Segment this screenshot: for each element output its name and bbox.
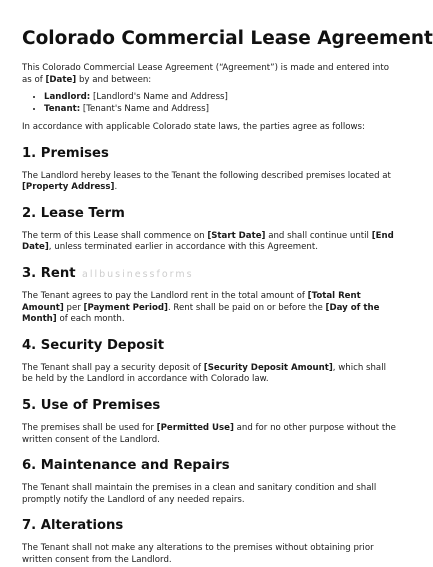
section-heading: 3. Rent (22, 265, 76, 281)
section-heading: 6. Maintenance and Repairs (22, 458, 230, 474)
list-item-tenant (44, 104, 398, 115)
body-text: The Landlord hereby leases to the Tenant the following described premises located at (22, 170, 391, 181)
total-rent-placeholder: [Total Rent Amount] (22, 290, 361, 313)
section-body (22, 171, 398, 194)
body-text: . (114, 182, 118, 193)
body-text: The Tenant shall pay a security deposit of (22, 362, 204, 373)
section-body (22, 291, 398, 326)
end-date-placeholder: [End Date] (22, 230, 394, 253)
permitted-use-placeholder: [Permitted Use] (156, 422, 234, 433)
tenant-label: Tenant: (44, 103, 81, 114)
section-body (22, 423, 398, 446)
day-of-month-placeholder: [Day of the Month] (22, 302, 380, 325)
section-heading: 4. Security Deposit (22, 337, 165, 353)
section-maintenance (22, 458, 398, 506)
section-body: The Tenant shall not make any alterations to the premises without obtaining prior written consent from the Landlord. (22, 543, 374, 565)
section-rent (22, 266, 398, 326)
body-text: and for no other purpose without the written consent of the Landlord. (22, 422, 396, 445)
section-heading: 5. Use of Premises (22, 397, 161, 413)
deposit-amount-placeholder: [Security Deposit Amount] (203, 362, 333, 373)
body-text: of each month. (56, 314, 125, 325)
watermark-text: allbusinessforms (82, 269, 194, 280)
property-address-placeholder: [Property Address] (22, 182, 115, 193)
body-text: . Rent shall be paid on or before the (167, 302, 326, 313)
section-body (22, 363, 398, 386)
list-item-landlord (44, 92, 398, 103)
document-title: Colorado Commercial Lease Agreement (22, 28, 433, 49)
body-text: , unless terminated earlier in accordance with this Agreement. (48, 242, 318, 253)
section-heading: 2. Lease Term (22, 205, 125, 221)
landlord-label: Landlord: (44, 92, 91, 103)
body-text: The term of this Lease shall commence on (22, 230, 208, 241)
section-heading: 7. Alterations (22, 518, 124, 534)
body-text: The premises shall be used for (22, 422, 157, 433)
body-text: and shall continue until (265, 230, 372, 241)
section-use-of-premises (22, 398, 398, 446)
section-body: The Tenant shall maintain the premises in a clean and sanitary condition and shall promptly notify the Landlord of any needed repairs. (22, 483, 377, 505)
section-alterations (22, 518, 398, 566)
start-date-placeholder: [Start Date] (207, 230, 266, 241)
intro-paragraph (22, 63, 398, 86)
date-placeholder: [Date] (45, 74, 77, 85)
parties-list (22, 92, 398, 115)
tenant-value: [Tenant's Name and Address] (80, 103, 209, 114)
body-text: , which shall be held by the Landlord in accordance with Colorado law. (22, 362, 386, 385)
section-lease-term (22, 206, 398, 254)
landlord-value: [Landlord's Name and Address] (90, 92, 228, 103)
payment-period-placeholder: [Payment Period] (83, 302, 168, 313)
section-heading: 1. Premises (22, 145, 109, 161)
section-body (22, 231, 398, 254)
body-text: per (63, 302, 84, 313)
section-premises (22, 146, 398, 194)
agreement-statement: In accordance with applicable Colorado state laws, the parties agree as follows: (22, 122, 365, 132)
intro-text-end: by and between: (76, 74, 152, 85)
intro-text: This Colorado Commercial Lease Agreement (“Agreement”) is made and entered into as of (22, 63, 389, 85)
body-text: The Tenant agrees to pay the Landlord rent in the total amount of (22, 290, 308, 301)
section-security-deposit (22, 338, 398, 386)
